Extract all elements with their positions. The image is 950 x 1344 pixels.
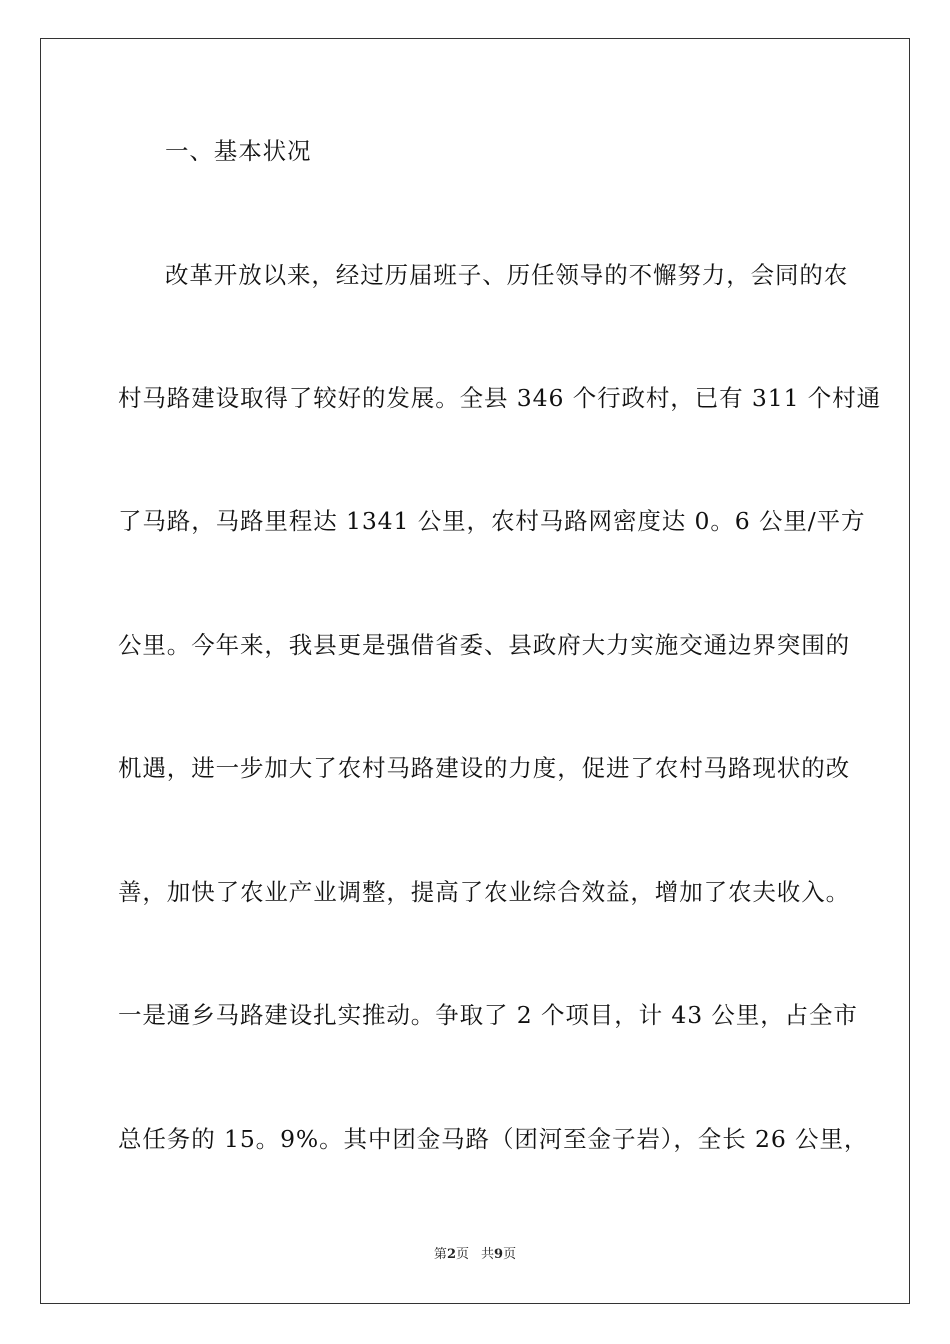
total-page-number: 9 — [494, 1247, 504, 1262]
page-label-prefix: 第 — [433, 1247, 447, 1262]
page-label-suffix: 页 — [455, 1247, 469, 1262]
paragraph-line-4: 公里。今年来，我县更是强借省委、县政府大力实施交通边界突围的 — [118, 631, 850, 659]
paragraph-line-7: 一是通乡马路建设扎实推动。争取了 2 个项目，计 43 公里，占全市 — [118, 1001, 858, 1029]
paragraph-line-5: 机遇，进一步加大了农村马路建设的力度，促进了农村马路现状的改 — [118, 754, 850, 782]
paragraph-line-6: 善，加快了农业产业调整，提高了农业综合效益，增加了农夫收入。 — [118, 878, 850, 906]
total-label-prefix: 共 — [481, 1247, 495, 1262]
total-label-suffix: 页 — [503, 1247, 517, 1262]
page-footer — [0, 1246, 950, 1264]
paragraph-line-8: 总任务的 15。9%。其中团金马路（团河至金子岩），全长 26 公里， — [118, 1125, 869, 1153]
section-heading: 一、基本状况 — [165, 137, 312, 165]
paragraph-line-1: 改革开放以来，经过历届班子、历任领导的不懈努力，会同的农 — [165, 261, 849, 289]
current-page-number: 2 — [446, 1247, 456, 1262]
page-border — [40, 38, 910, 1304]
paragraph-line-3: 了马路，马路里程达 1341 公里，农村马路网密度达 0。6 公里/平方 — [118, 507, 866, 535]
paragraph-line-2: 村马路建设取得了较好的发展。全县 346 个行政村，已有 311 个村通 — [118, 384, 881, 412]
